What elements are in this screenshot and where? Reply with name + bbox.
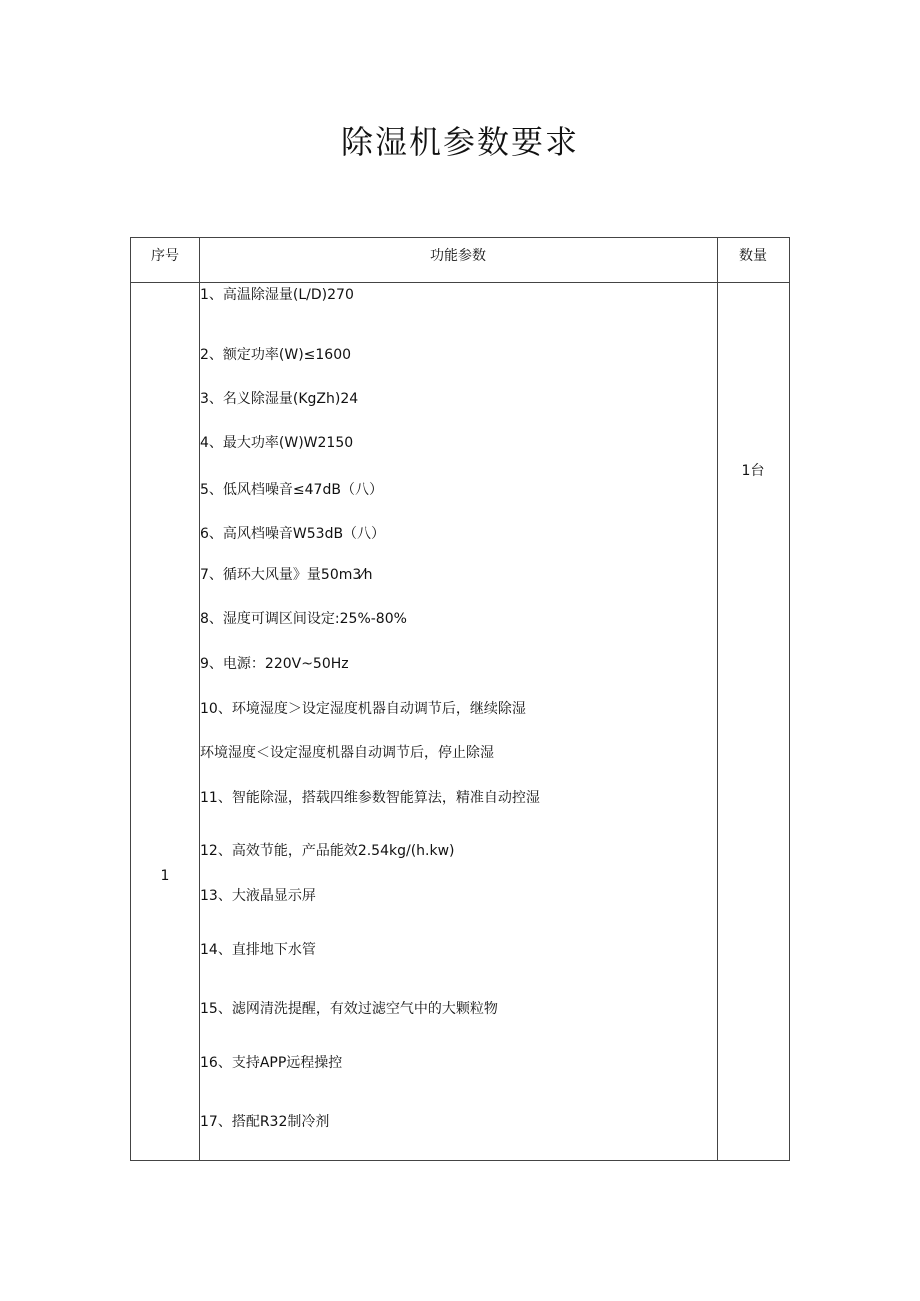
spec-item: 13、大液晶显示屏 — [200, 888, 316, 904]
spec-item: 15、滤网清洗提醒，有效过滤空气中的大颗粒物 — [200, 1001, 498, 1017]
spec-item: 12、高效节能，产品能效2.54kg/(h.kw) — [200, 843, 455, 859]
spec-item: 11、智能除湿，搭载四维参数智能算法，精准自动控湿 — [200, 790, 540, 806]
spec-item: 17、搭配R32制冷剂 — [200, 1114, 330, 1130]
spec-item: 4、最大功率(W)W2150 — [200, 435, 354, 451]
page-title: 除湿机参数要求 — [340, 123, 579, 161]
row-seq-value: 1 — [160, 868, 170, 884]
spec-table — [130, 237, 790, 1161]
spec-item: 16、支持APP远程操控 — [200, 1055, 343, 1071]
spec-item: 6、高风档噪音W53dB（八） — [200, 526, 386, 542]
column-divider — [199, 238, 200, 1160]
header-qty: 数量 — [739, 248, 767, 264]
spec-item: 5、低风档噪音≤47dB（八） — [200, 482, 383, 498]
spec-item: 14、直排地下水管 — [200, 942, 316, 958]
spec-item: 2、额定功率(W)≤1600 — [200, 347, 352, 363]
header-seq: 序号 — [151, 248, 179, 264]
spec-item: 环境湿度＜设定湿度机器自动调节后，停止除湿 — [200, 745, 494, 761]
spec-item: 10、环境湿度＞设定湿度机器自动调节后，继续除湿 — [200, 701, 526, 717]
header-divider — [131, 282, 789, 283]
spec-item: 8、湿度可调区间设定:25%-80% — [200, 611, 407, 627]
spec-item: 3、名义除湿量(KgZh)24 — [200, 391, 359, 407]
spec-item: 1、高温除湿量(L/D)270 — [200, 287, 354, 303]
spec-item: 7、循环大风量》量50m3⁄h — [200, 567, 373, 583]
spec-item: 9、电源：220V~50Hz — [200, 656, 349, 672]
row-qty-value: 1台 — [741, 463, 765, 479]
column-divider — [717, 238, 718, 1160]
header-func: 功能参数 — [430, 248, 486, 264]
